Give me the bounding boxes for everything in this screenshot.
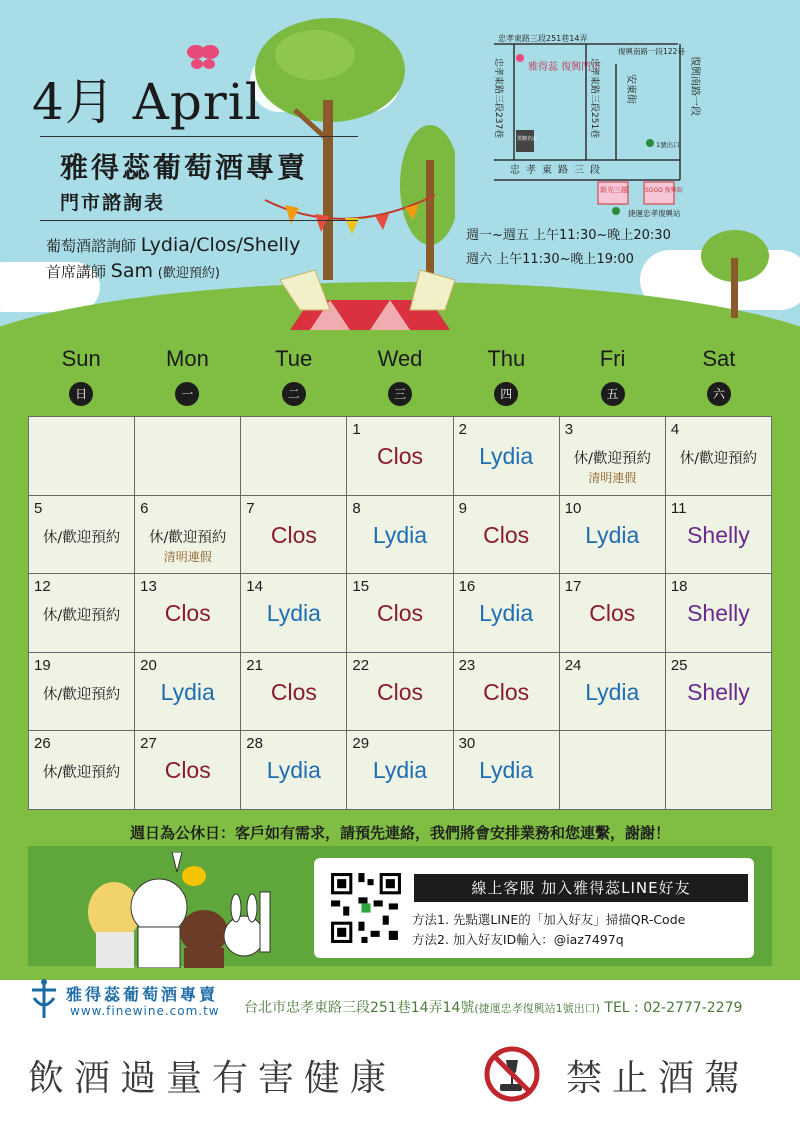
map-shinkong: 新光三越 — [600, 186, 628, 194]
map-exit: 1號出口 — [656, 141, 680, 149]
calendar-day-cell — [559, 495, 665, 574]
calendar-day-cell — [453, 495, 559, 574]
weekday-header: Sat — [702, 346, 736, 371]
hours-saturday: 週六 上午11:30~晚上19:00 — [466, 252, 634, 267]
hours-weekday: 週一~週五 上午11:30~晚上20:30 — [466, 228, 671, 243]
weekday-badge: 二 — [282, 382, 306, 406]
day-number: 17 — [564, 578, 582, 596]
calendar-day-cell — [665, 574, 771, 653]
lecturer-line — [46, 260, 220, 282]
map-store-label: 雅得蕊 復興門市 — [528, 62, 602, 73]
staff-on-duty: Shelly — [687, 678, 750, 705]
day-number: 15 — [352, 578, 370, 596]
address-note: (捷運忠孝復興站1號出口) — [474, 1002, 600, 1015]
small-tree-illustration — [700, 228, 770, 318]
no-drunk-driving-icon — [484, 1046, 540, 1102]
calendar-grid — [28, 416, 772, 810]
weekday-header: Sun — [61, 346, 101, 371]
day-number: 2 — [458, 421, 467, 438]
staff-on-duty: Clos — [376, 678, 423, 705]
calendar-day-cell — [29, 574, 135, 653]
day-number: 26 — [34, 735, 51, 753]
calendar-empty-cell — [665, 731, 771, 810]
line-step-1: 方法1. 先點選LINE的「加入好友」掃描QR-Code — [412, 912, 686, 927]
map-lane-237: 忠孝東路三段237巷 — [493, 58, 503, 139]
lecturer-note: (歡迎預約) — [157, 266, 220, 281]
staff-on-duty: Clos — [164, 757, 211, 784]
map-mrt: 捷運忠孝復興站 — [628, 209, 681, 218]
line-step-2: 方法2. 加入好友ID輸入：@iaz7497q — [412, 932, 624, 947]
weekday-header: Thu — [487, 346, 526, 371]
calendar-day-cell — [559, 652, 665, 731]
staff-on-duty: Lydia — [585, 521, 640, 548]
staff-on-duty: Clos — [164, 600, 211, 627]
day-number: 29 — [352, 735, 370, 753]
line-characters-illustration — [74, 852, 294, 968]
staff-on-duty: Lydia — [479, 600, 534, 627]
consultant-label: 葡萄酒諮詢師 — [46, 237, 137, 255]
closed-label: 休/歡迎預約 — [42, 686, 121, 703]
calendar-day-cell — [453, 417, 559, 496]
warning-drinking: 飲酒過量有害健康 — [28, 1058, 397, 1099]
holiday-label: 清明連假 — [163, 549, 212, 564]
map-fuxing: 復興南路一段 — [689, 56, 700, 116]
day-number: 7 — [246, 499, 255, 517]
day-number: 18 — [670, 578, 688, 596]
day-number: 13 — [140, 578, 157, 596]
closed-label: 休/歡迎預約 — [149, 529, 227, 546]
calendar-empty-cell — [241, 417, 347, 496]
day-number: 14 — [246, 578, 263, 596]
calendar-day-cell — [29, 731, 135, 810]
staff-on-duty: Lydia — [160, 678, 215, 705]
website-link[interactable]: www.finewine.com.tw — [70, 1004, 220, 1018]
lecturer-name: Sam — [110, 260, 154, 282]
sunday-note: 週日為公休日：客戶如有需求，請預先連絡，我們將會安排業務和您連繫，謝謝！ — [129, 824, 670, 842]
weekday-badge: 日 — [69, 382, 93, 406]
day-number: 28 — [246, 735, 263, 753]
calendar-week-row — [29, 417, 772, 496]
day-number: 10 — [564, 499, 582, 517]
page-subtitle: 門市諮詢表 — [60, 192, 166, 214]
day-number: 27 — [140, 735, 157, 753]
staff-on-duty: Clos — [376, 443, 423, 469]
calendar-day-cell — [453, 731, 559, 810]
consultant-line — [46, 234, 300, 256]
calendar-day-cell — [29, 652, 135, 731]
calendar-week-row — [29, 731, 772, 810]
day-number: 5 — [34, 499, 43, 517]
divider — [40, 136, 358, 137]
map-lane-top: 忠孝東路三段251巷14弄 — [498, 34, 588, 43]
staff-on-duty: Lydia — [585, 678, 640, 705]
day-number: 25 — [670, 656, 688, 674]
calendar-day-cell — [29, 495, 135, 574]
calendar-day-cell — [453, 652, 559, 731]
calendar-week-row — [29, 652, 772, 731]
calendar-day-cell — [347, 731, 453, 810]
closed-label: 休/歡迎預約 — [42, 529, 121, 546]
staff-on-duty: Lydia — [266, 600, 321, 627]
calendar-day-cell — [347, 417, 453, 496]
calendar-week-row — [29, 574, 772, 653]
calendar-empty-cell — [29, 417, 135, 496]
staff-on-duty: Clos — [270, 678, 317, 705]
day-number: 19 — [34, 656, 51, 674]
calendar-day-cell — [665, 652, 771, 731]
weekday-header: Tue — [275, 346, 313, 371]
staff-on-duty: Clos — [483, 521, 530, 548]
staff-on-duty: Shelly — [687, 521, 750, 548]
calendar-day-cell — [665, 495, 771, 574]
day-number: 21 — [246, 656, 263, 674]
weekday-badge: 六 — [707, 382, 731, 406]
holiday-label: 清明連假 — [588, 471, 637, 485]
calendar-empty-cell — [559, 731, 665, 810]
address-text: 台北市忠孝東路三段251巷14弄14號 — [244, 1000, 475, 1016]
closed-label: 休/歡迎預約 — [42, 765, 121, 782]
map-cake-shop: 黑糖名店 — [517, 136, 538, 142]
staff-on-duty: Lydia — [479, 757, 534, 784]
footer-brand: 雅得蕊葡萄酒專賣 — [66, 985, 219, 1004]
calendar-day-cell — [241, 731, 347, 810]
closed-label: 休/歡迎預約 — [679, 451, 758, 467]
weekday-badge: 五 — [601, 382, 625, 406]
calendar-day-cell — [559, 417, 665, 496]
weekday-badge: 一 — [175, 382, 199, 406]
staff-on-duty: Lydia — [372, 757, 428, 784]
day-number: 1 — [352, 421, 361, 438]
calendar-day-cell — [453, 574, 559, 653]
staff-on-duty: Clos — [376, 600, 423, 627]
calendar-day-cell — [347, 652, 453, 731]
day-number: 22 — [352, 656, 370, 674]
calendar-week-row — [29, 495, 772, 574]
line-title: 線上客服 加入雅得蕊LINE好友 — [414, 874, 748, 902]
weekday-header: Mon — [166, 346, 209, 371]
brand-logo-icon — [26, 978, 62, 1020]
lecturer-label: 首席講師 — [46, 263, 107, 281]
day-number: 9 — [458, 499, 467, 517]
calendar-day-cell — [347, 495, 453, 574]
calendar-day-cell — [135, 652, 241, 731]
staff-on-duty: Lydia — [266, 757, 321, 784]
map-anton: 安東街 — [625, 74, 636, 104]
consultant-names: Lydia/Clos/Shelly — [140, 234, 301, 256]
calendar-day-cell — [559, 574, 665, 653]
day-number: 8 — [352, 499, 361, 517]
month-title: 4月 April — [32, 73, 262, 131]
day-number: 20 — [140, 656, 157, 674]
calendar-day-cell — [135, 731, 241, 810]
staff-on-duty: Lydia — [479, 443, 534, 469]
calendar-day-cell — [135, 495, 241, 574]
weekday-header: Wed — [377, 346, 423, 371]
day-number: 23 — [458, 656, 476, 674]
calendar-empty-cell — [135, 417, 241, 496]
day-number: 16 — [458, 578, 476, 596]
day-number: 6 — [140, 499, 149, 517]
closed-label: 休/歡迎預約 — [42, 608, 121, 625]
day-number: 4 — [670, 421, 680, 438]
day-number: 12 — [34, 578, 51, 596]
store-address — [244, 997, 742, 1017]
calendar-day-cell — [241, 574, 347, 653]
day-number: 30 — [458, 735, 476, 753]
shop-name: 雅得蕊葡萄酒專賣 — [60, 151, 309, 184]
closed-label: 休/歡迎預約 — [573, 451, 651, 467]
map-main-road: 忠孝東路三段 — [510, 165, 606, 176]
telephone[interactable]: TEL : 02-2777-2279 — [604, 1000, 743, 1016]
calendar-day-cell — [135, 574, 241, 653]
picnic-illustration — [270, 250, 470, 340]
staff-on-duty: Shelly — [687, 600, 750, 627]
staff-on-duty: Clos — [270, 521, 317, 548]
qr-code[interactable] — [328, 870, 404, 946]
calendar-day-cell — [241, 495, 347, 574]
day-number: 11 — [670, 499, 687, 517]
map-lane-top2: 復興南路一段122巷 — [618, 47, 685, 56]
calendar-day-cell — [347, 574, 453, 653]
divider — [40, 220, 358, 221]
warning-no-drunk-driving: 禁止酒駕 — [566, 1058, 751, 1099]
store-map — [488, 30, 720, 218]
map-lane-251: 忠孝東路三段251巷 — [589, 58, 599, 139]
weekday-header: Fri — [599, 346, 626, 371]
day-number: 24 — [564, 656, 582, 674]
weekday-badge: 四 — [494, 382, 518, 406]
staff-on-duty: Clos — [589, 600, 636, 627]
weekday-badge: 三 — [388, 382, 412, 406]
staff-on-duty: Clos — [483, 678, 530, 705]
day-number: 3 — [564, 421, 574, 438]
map-sogo: SOGO 復興館 — [645, 187, 683, 194]
calendar-day-cell — [241, 652, 347, 731]
calendar-day-cell — [665, 417, 771, 496]
staff-on-duty: Lydia — [372, 521, 428, 548]
